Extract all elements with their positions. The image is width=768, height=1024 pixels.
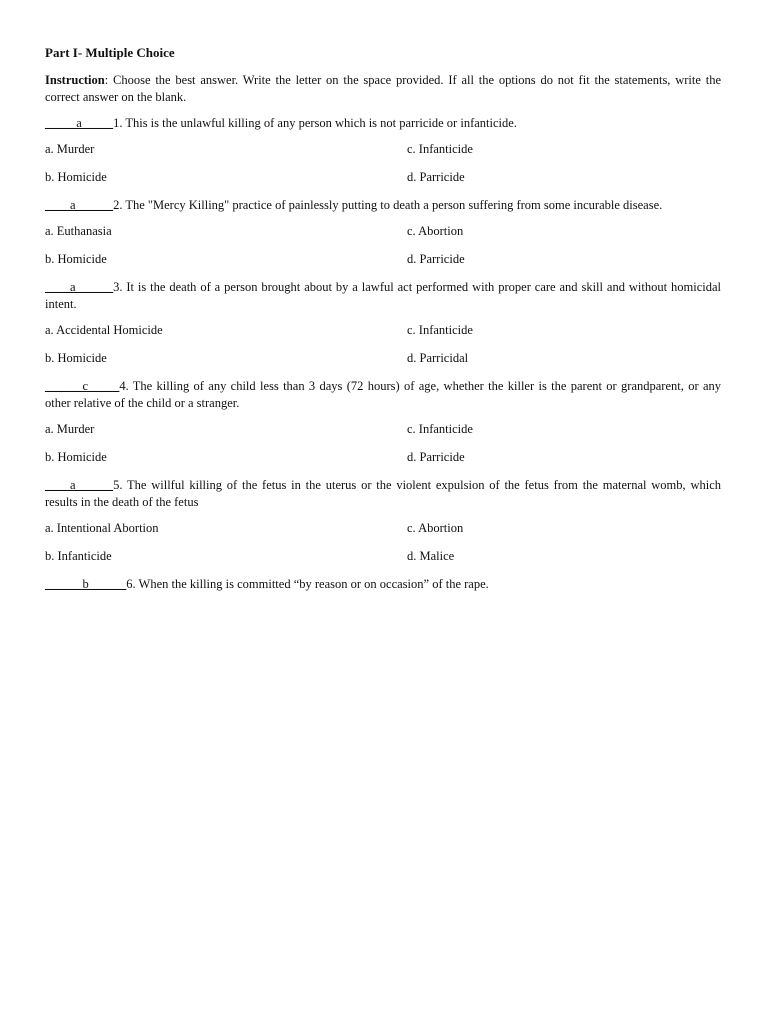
- option-c: c. Infanticide: [407, 422, 473, 436]
- option-c: c. Infanticide: [407, 323, 473, 337]
- options-grid: [45, 141, 721, 197]
- instruction-label: Instruction: [45, 73, 105, 87]
- question-stem: 1. This is the unlawful killing of any person which is not parricide or infanticide.: [113, 116, 517, 130]
- option-c: c. Infanticide: [407, 142, 473, 156]
- question-6: [45, 576, 721, 593]
- question-5: [45, 477, 721, 576]
- options-grid: [45, 421, 721, 477]
- answer-blank[interactable]: _____a_____: [45, 116, 114, 130]
- question-text: [45, 477, 721, 511]
- option-a: a. Euthanasia: [45, 224, 112, 238]
- option-a: a. Accidental Homicide: [45, 323, 163, 337]
- option-b: b. Homicide: [45, 351, 107, 365]
- answer-blank[interactable]: ____a______: [45, 280, 114, 294]
- answer-blank[interactable]: ______c_____: [45, 379, 120, 393]
- question-1: [45, 115, 721, 197]
- question-stem: 2. The "Mercy Killing" practice of painlessly putting to death a person suffering from some incurable disease.: [113, 198, 663, 212]
- question-3: [45, 279, 721, 378]
- option-d: d. Parricide: [407, 252, 465, 266]
- option-b: b. Homicide: [45, 170, 107, 184]
- question-stem: 6. When the killing is committed “by reason or on occasion” of the rape.: [126, 577, 489, 591]
- option-d: d. Parricidal: [407, 351, 469, 365]
- option-a: a. Murder: [45, 422, 95, 436]
- question-text: [45, 378, 721, 412]
- options-grid: [45, 520, 721, 576]
- question-stem: 3. It is the death of a person brought about by a lawful act performed with proper care and skill and without homicidal intent.: [45, 280, 721, 311]
- option-c: c. Abortion: [407, 224, 464, 238]
- question-text: [45, 115, 721, 132]
- question-text: [45, 576, 721, 593]
- instruction-paragraph: [45, 72, 721, 106]
- options-grid: [45, 322, 721, 378]
- question-text: [45, 197, 721, 214]
- option-b: b. Homicide: [45, 450, 107, 464]
- question-stem: 5. The willful killing of the fetus in the uterus or the violent expulsion of the fetus from the maternal womb, which results in the death of the fetus: [45, 478, 721, 509]
- options-grid: [45, 223, 721, 279]
- option-c: c. Abortion: [407, 521, 464, 535]
- option-d: d. Malice: [407, 549, 455, 563]
- question-stem: 4. The killing of any child less than 3 days (72 hours) of age, whether the killer is the parent or grandparent, or any other relative of the child or a stranger.: [45, 379, 721, 410]
- option-b: b. Homicide: [45, 252, 107, 266]
- document-page: [45, 44, 721, 593]
- option-d: d. Parricide: [407, 170, 465, 184]
- option-a: a. Intentional Abortion: [45, 521, 159, 535]
- option-b: b. Infanticide: [45, 549, 112, 563]
- question-text: [45, 279, 721, 313]
- option-a: a. Murder: [45, 142, 95, 156]
- question-4: [45, 378, 721, 477]
- answer-blank[interactable]: ____a______: [45, 198, 114, 212]
- instruction-text: : Choose the best answer. Write the letter on the space provided. If all the options do not fit the statements, write the correct answer on the blank.: [45, 73, 721, 104]
- question-2: [45, 197, 721, 279]
- option-d: d. Parricide: [407, 450, 465, 464]
- page-title: Part I- Multiple Choice: [45, 45, 175, 60]
- answer-blank[interactable]: ______b______: [45, 577, 127, 591]
- answer-blank[interactable]: ____a______: [45, 478, 114, 492]
